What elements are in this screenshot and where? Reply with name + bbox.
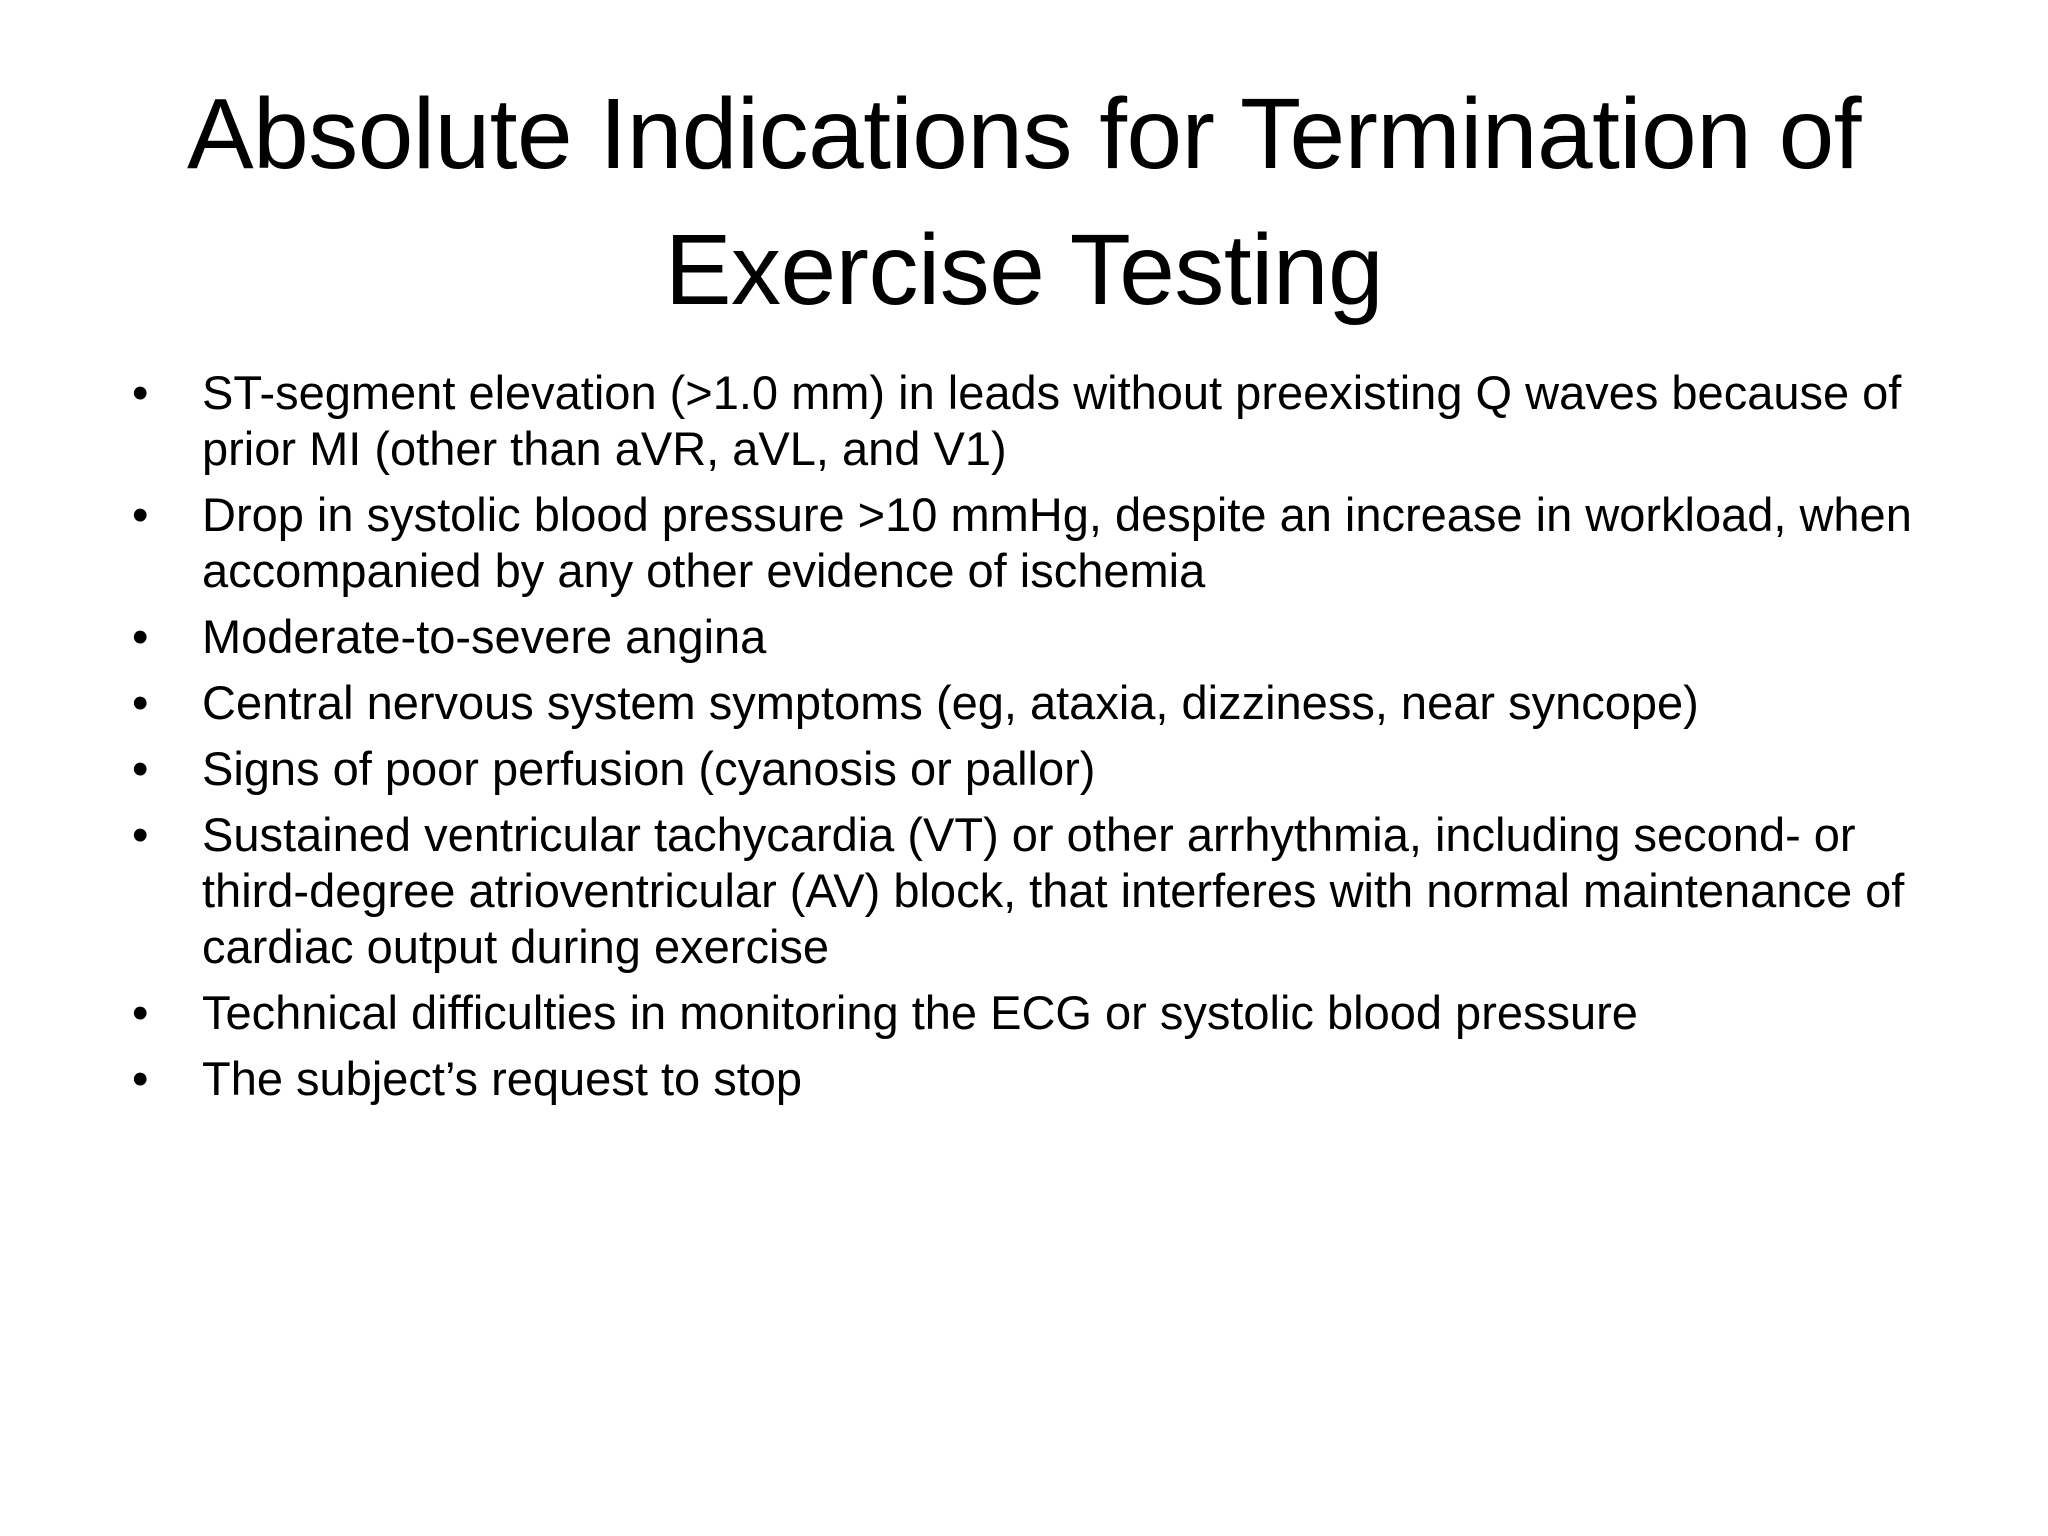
list-item-text: ST-segment elevation (>1.0 mm) in leads without preexisting Q waves because of prior MI (other than aVR, aVL, and V1) [202,366,1902,475]
list-item [120,487,1920,599]
list-item-text: Moderate-to-severe angina [202,610,767,663]
bullet-icon: • [132,610,149,663]
bullet-list [120,365,1920,1117]
bullet-icon: • [132,742,149,795]
list-item [120,741,1920,797]
list-item-text: Drop in systolic blood pressure >10 mmHg, despite an increase in workload, when accompanied by any other evidence of ischemia [202,488,1912,597]
list-item [120,1051,1920,1107]
bullet-icon: • [132,986,149,1039]
list-item-text: The subject’s request to stop [202,1052,803,1105]
list-item-text: Sustained ventricular tachycardia (VT) or other arrhythmia, including second- or third-degree atrioventricular (AV) block, that interferes with normal maintenance of cardiac output during exercise [202,808,1905,973]
bullet-icon: • [132,676,149,729]
list-item [120,675,1920,731]
list-item [120,609,1920,665]
list-item-text: Signs of poor perfusion (cyanosis or pallor) [202,742,1096,795]
bullet-icon: • [132,808,149,861]
slide-title: Absolute Indications for Termination of Exercise Testing [186,78,1862,326]
bullet-icon: • [132,366,149,419]
list-item [120,365,1920,477]
list-item [120,985,1920,1041]
list-item-text: Central nervous system symptoms (eg, ataxia, dizziness, near syncope) [202,676,1699,729]
list-item-text: Technical difficulties in monitoring the ECG or systolic blood pressure [202,986,1638,1039]
bullet-icon: • [132,1052,149,1105]
list-item [120,807,1920,975]
bullet-icon: • [132,488,149,541]
